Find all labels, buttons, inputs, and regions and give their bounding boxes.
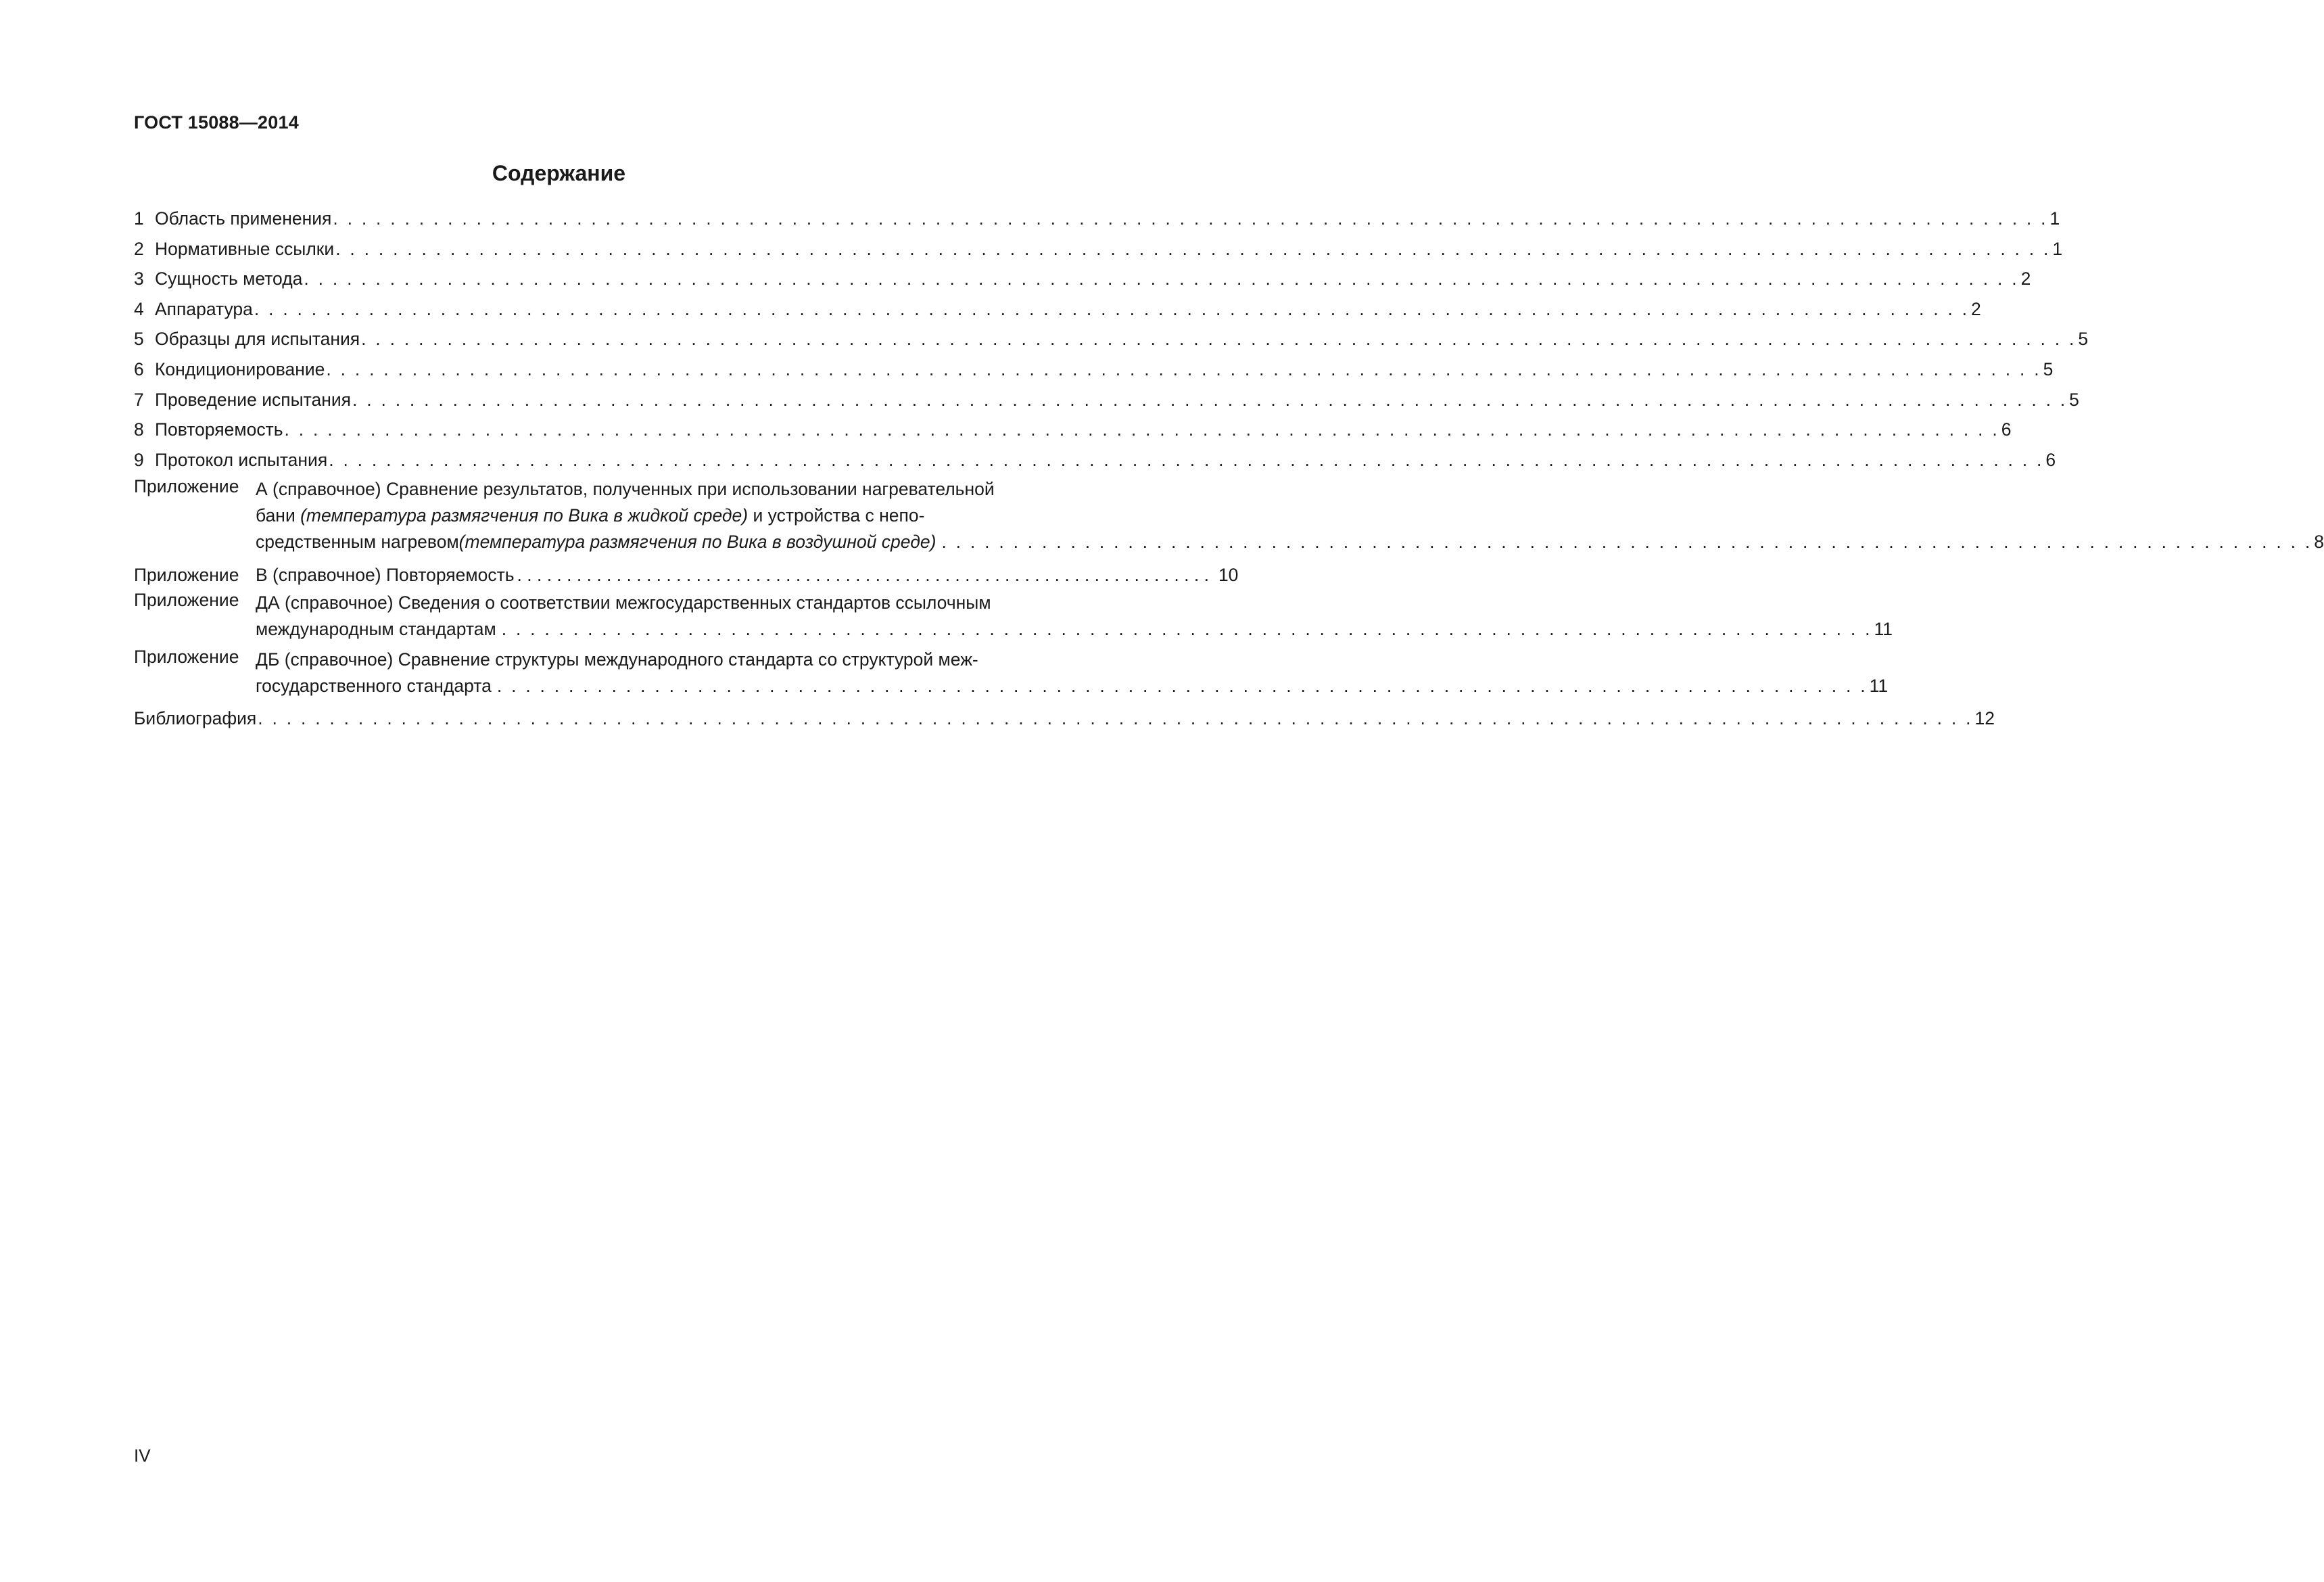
appendix-a-line2	[256, 503, 2324, 529]
toc-appendix-b[interactable]	[134, 560, 1239, 590]
toc-entry-title: Кондиционирование	[155, 358, 325, 379]
toc-entry-number: 9	[134, 449, 144, 470]
toc-entry-title: Библиография	[134, 708, 257, 729]
toc-entry-page: 1	[2052, 238, 2063, 259]
toc-entry-number: 8	[134, 419, 144, 440]
dot-leader	[502, 616, 1870, 643]
toc-appendix-db[interactable]	[134, 647, 1889, 703]
dot-leader	[941, 529, 2310, 555]
appendix-db-line2	[256, 673, 1888, 699]
toc-entry-5[interactable]	[134, 324, 2089, 354]
toc-entry-page: 8	[2314, 532, 2324, 553]
toc-entry-page: 2	[1971, 298, 1981, 319]
appendix-a-line3-text: средственным нагревом	[256, 532, 459, 553]
appendix-a-line3	[256, 529, 2324, 555]
toc-entry-8[interactable]	[134, 415, 2012, 445]
appendix-da-line2	[256, 616, 1893, 643]
dot-leader	[329, 445, 2041, 475]
toc-entry-page: 2	[2020, 269, 2031, 289]
toc-entry-2[interactable]	[134, 234, 2063, 264]
appendix-label: Приложение	[134, 476, 239, 497]
toc-appendix-da[interactable]	[134, 590, 1893, 647]
appendix-a-line2-tail: и устройства с непо-	[748, 505, 925, 526]
toc-entry-title: Проведение испытания	[155, 389, 352, 410]
dot-leader	[254, 294, 1967, 325]
toc-entry-number: 3	[134, 269, 144, 289]
toc-entry-page: 11	[1874, 619, 1893, 640]
toc-entry-3[interactable]	[134, 264, 2031, 294]
toc-appendix-a[interactable]	[134, 476, 2324, 560]
toc-entry-title: Протокол испытания	[155, 449, 328, 470]
dot-leader	[326, 354, 2039, 385]
toc-entry-bibliography[interactable]	[134, 703, 1995, 733]
dot-leader: . . . . . . . . . . . . . . . . . . . . . . . . . . . . . . . . . . . . . . . . . . . . . . . . . . . . . . . . . . . . . . . . . . . . . .	[517, 565, 1209, 586]
toc-entry-page: 5	[2078, 329, 2089, 350]
toc-entry-title: Сущность метода	[155, 269, 303, 289]
toc-entry-page: 5	[2069, 389, 2079, 410]
toc-entry-number: 6	[134, 358, 144, 379]
appendix-db-line1: ДБ (справочное) Сравнение структуры международного стандарта со структурой меж-	[256, 649, 978, 670]
toc-entry-number: 5	[134, 329, 144, 350]
toc-entry-title: Образцы для испытания	[155, 329, 360, 350]
toc-entry-page: 10	[1218, 565, 1239, 586]
document-code: ГОСТ 15088—2014	[134, 112, 299, 133]
toc-entry-number: 1	[134, 208, 144, 229]
toc-entry-title: Аппаратура	[155, 298, 253, 319]
dot-leader	[258, 703, 1970, 733]
toc-entry-page: 6	[2045, 449, 2056, 470]
toc-entry-title: Нормативные ссылки	[155, 238, 335, 259]
toc-entry-page: 11	[1869, 676, 1889, 697]
appendix-a-line2-italic: (температура размягчения по Вика в жидкой среде)	[300, 505, 749, 526]
toc-entry-page: 5	[2043, 358, 2054, 379]
toc-entry-1[interactable]	[134, 204, 2060, 234]
appendix-db-line2-text: государственного стандарта	[256, 676, 492, 697]
toc-entry-6[interactable]	[134, 354, 2054, 385]
toc-entry-title: В (справочное) Повторяемость	[256, 565, 515, 586]
toc-entry-number: 4	[134, 298, 144, 319]
dot-leader	[333, 204, 2045, 234]
dot-leader	[352, 385, 2065, 415]
appendix-a-line2-text: бани	[256, 505, 301, 526]
page-number: IV	[134, 1445, 151, 1466]
toc-entry-title: Область применения	[155, 208, 332, 229]
dot-leader	[285, 415, 1997, 445]
dot-leader	[304, 264, 2016, 294]
appendix-a-line3-italic: (температура размягчения по Вика в воздушной среде)	[458, 532, 936, 553]
appendix-da-line2-text: международным стандартам	[256, 619, 496, 640]
toc-entry-number: 2	[134, 238, 144, 259]
appendix-label: Приложение	[134, 590, 239, 611]
page-title: Содержание	[492, 161, 626, 185]
dot-leader	[497, 673, 1866, 699]
appendix-label: Приложение	[134, 647, 239, 668]
toc-entry-9[interactable]	[134, 445, 2056, 475]
toc-entry-4[interactable]	[134, 294, 1981, 325]
toc-entry-page: 12	[1974, 708, 1995, 729]
toc-entry-page: 6	[2001, 419, 2012, 440]
toc-entry-7[interactable]	[134, 385, 2079, 415]
toc-entry-title: Повторяемость	[155, 419, 283, 440]
appendix-da-line1: ДА (справочное) Сведения о соответствии межгосударственных стандартов ссылочным	[256, 592, 991, 613]
dot-leader	[361, 324, 2074, 354]
appendix-a-line1: А (справочное) Сравнение результатов, полученных при использовании нагревательной	[256, 479, 995, 500]
dot-leader	[335, 234, 2048, 264]
appendix-label: Приложение	[134, 565, 239, 586]
toc-entry-page: 1	[2049, 208, 2060, 229]
toc-entry-number: 7	[134, 389, 144, 410]
table-of-contents	[134, 204, 2324, 733]
